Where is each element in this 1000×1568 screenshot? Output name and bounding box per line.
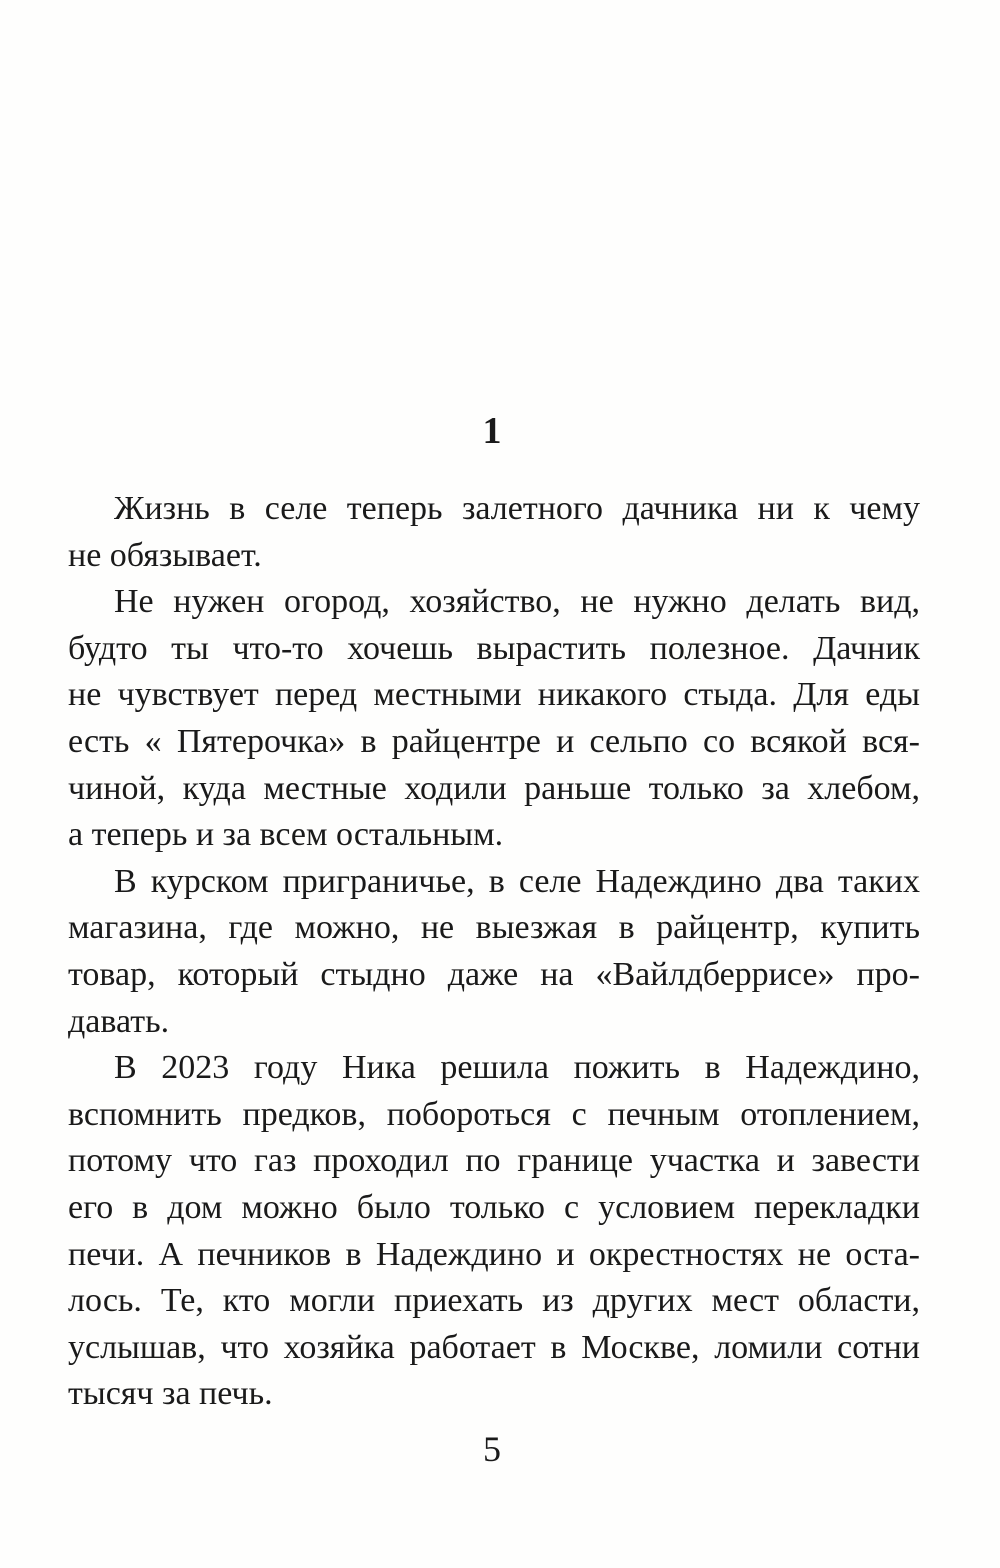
text-line: а теперь и за всем остальным. [68, 816, 504, 854]
text-line: лось. Те, кто могли приехать из других мест области, [68, 1282, 920, 1320]
text-line: печи. А печников в Надеждино и окрестностях не оста- [68, 1235, 920, 1273]
paragraph-2 [68, 579, 920, 859]
chapter-body [68, 486, 920, 1418]
text-line: чиной, куда местные ходили раньше только за хлебом, [68, 769, 920, 807]
paragraph-1 [68, 486, 920, 579]
paragraph-4 [68, 1045, 920, 1418]
text-line: магазина, где можно, не выезжая в райцентр, купить [68, 909, 920, 947]
text-line: тысяч за печь. [68, 1375, 273, 1413]
paragraph-3 [68, 859, 920, 1045]
chapter-number: 1 [482, 410, 502, 452]
text-line: товар, который стыдно даже на «Вайлдберрисе» про- [68, 955, 920, 993]
text-line: есть « Пятерочка» в райцентре и сельпо со всякой вся- [68, 722, 920, 760]
text-line: не обязывает. [68, 536, 262, 574]
text-line: давать. [68, 1002, 170, 1040]
text-line: услышав, что хозяйка работает в Москве, ломили сотни [68, 1328, 920, 1366]
text-line: В 2023 году Ника решила пожить в Надеждино, [114, 1049, 920, 1087]
text-line: Жизнь в селе теперь залетного дачника ни к чему [114, 490, 920, 527]
page-number: 5 [483, 1429, 501, 1469]
text-line: В курском приграничье, в селе Надеждино два таких [114, 862, 920, 900]
text-line: будто ты что-то хочешь вырастить полезное. Дачник [68, 629, 920, 667]
text-line: вспомнить предков, побороться с печным отоплением, [68, 1095, 920, 1133]
text-line: не чувствует перед местными никакого стыда. Для еды [68, 676, 920, 714]
text-line: его в дом можно было только с условием перекладки [68, 1188, 920, 1226]
text-line: Не нужен огород, хозяйство, не нужно делать вид, [114, 583, 920, 621]
text-line: потому что газ проходил по границе участка и завести [68, 1142, 920, 1180]
